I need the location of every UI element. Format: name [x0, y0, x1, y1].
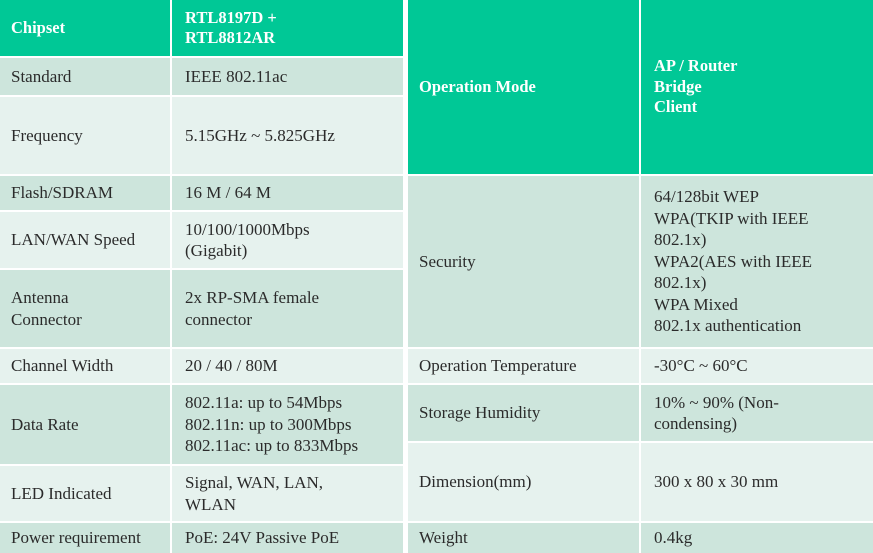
datarate-value: 802.11a: up to 54Mbps 802.11n: up to 300Mbps 802.11ac: up to 833Mbps — [172, 385, 403, 464]
datarate-label: Data Rate — [0, 385, 170, 464]
weight-value: 0.4kg — [641, 523, 873, 553]
dimension-label: Dimension(mm) — [408, 443, 639, 521]
standard-label: Standard — [0, 58, 170, 95]
chipset-value: RTL8197D + RTL8812AR — [172, 0, 403, 56]
opmode-value: AP / Router Bridge Client — [641, 0, 873, 174]
weight-label: Weight — [408, 523, 639, 553]
optemp-value: -30°C ~ 60°C — [641, 349, 873, 383]
dimension-value: 300 x 80 x 30 mm — [641, 443, 873, 521]
standard-value: IEEE 802.11ac — [172, 58, 403, 95]
optemp-label: Operation Temperature — [408, 349, 639, 383]
security-label: Security — [408, 176, 639, 347]
led-label: LED Indicated — [0, 466, 170, 521]
power-label: Power requirement — [0, 523, 170, 553]
lanwan-label: LAN/WAN Speed — [0, 212, 170, 268]
power-value: PoE: 24V Passive PoE — [172, 523, 403, 553]
channel-label: Channel Width — [0, 349, 170, 383]
humidity-value: 10% ~ 90% (Non- condensing) — [641, 385, 873, 441]
security-value: 64/128bit WEP WPA(TKIP with IEEE 802.1x) WPA2(AES with IEEE 802.1x) WPA Mixed 802.1x authentication — [641, 176, 873, 347]
frequency-value: 5.15GHz ~ 5.825GHz — [172, 97, 403, 174]
frequency-label: Frequency — [0, 97, 170, 174]
humidity-label: Storage Humidity — [408, 385, 639, 441]
opmode-label: Operation Mode — [408, 0, 639, 174]
led-value: Signal, WAN, LAN, WLAN — [172, 466, 403, 521]
chipset-label: Chipset — [0, 0, 170, 56]
channel-value: 20 / 40 / 80M — [172, 349, 403, 383]
flash-label: Flash/SDRAM — [0, 176, 170, 210]
flash-value: 16 M / 64 M — [172, 176, 403, 210]
lanwan-value: 10/100/1000Mbps (Gigabit) — [172, 212, 403, 268]
antenna-value: 2x RP-SMA female connector — [172, 270, 403, 347]
antenna-label: Antenna Connector — [0, 270, 170, 347]
